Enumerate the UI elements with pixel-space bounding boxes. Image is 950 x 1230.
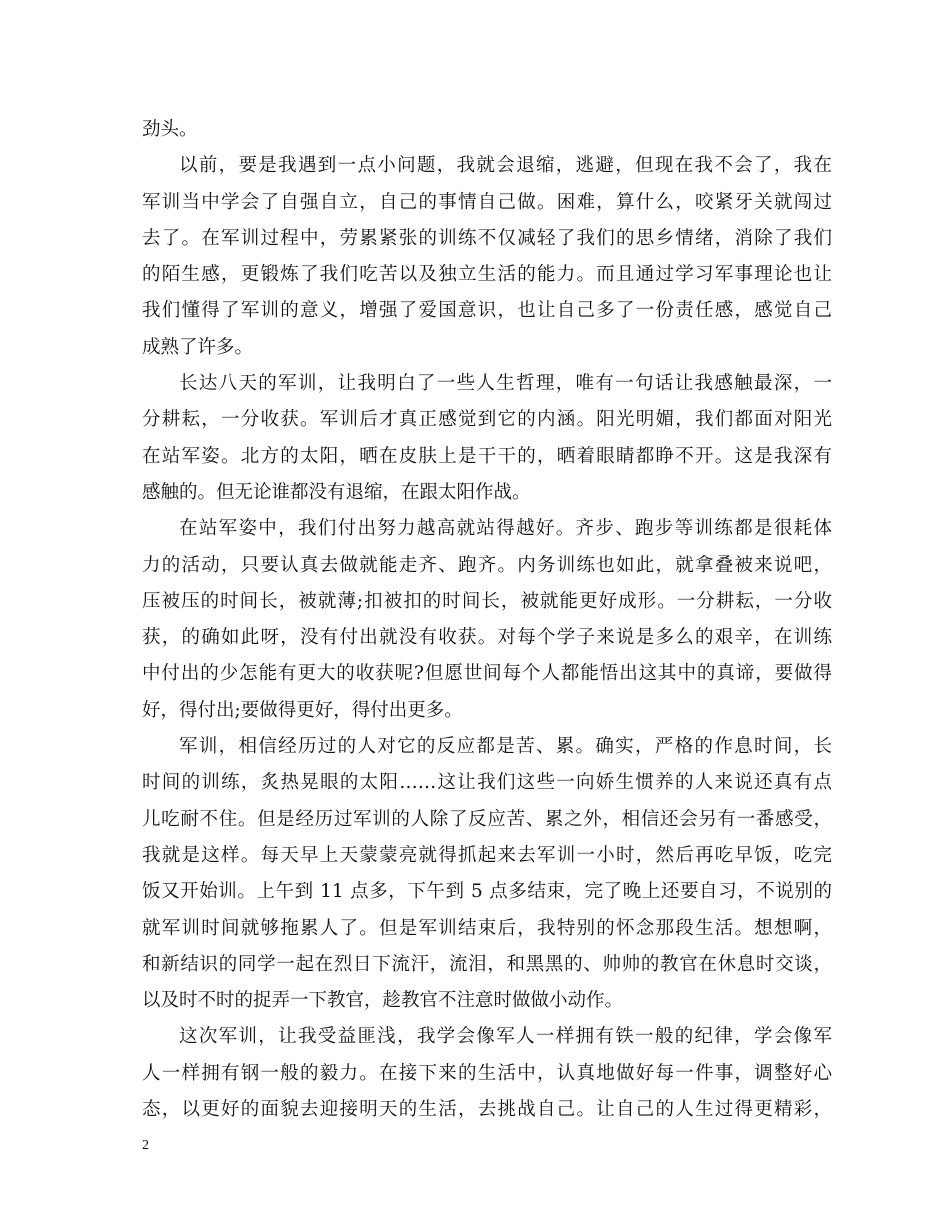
text-line: 就军训时间就够拖累人了。但是军训结束后，我特别的怀念那段生活。想想啊， bbox=[142, 917, 832, 939]
text-line: 在站军姿。北方的太阳，晒在皮肤上是干干的，晒着眼睛都睁不开。这是我深有 bbox=[142, 445, 832, 467]
text-line: 好，得付出;要做得更好，得付出更多。 bbox=[142, 699, 463, 721]
text-line: 军训当中学会了自强自立，自己的事情自己做。困难，算什么，咬紧牙关就闯过 bbox=[142, 191, 832, 213]
text-line: 获，的确如此呀，没有付出就没有收获。对每个学子来说是多么的艰辛，在训练 bbox=[142, 627, 832, 649]
text-line: 和新结识的同学一起在烈日下流汗，流泪，和黑黑的、帅帅的教官在休息时交谈， bbox=[142, 953, 832, 975]
text-line: 长达八天的军训，让我明白了一些人生哲理，唯有一句话让我感触最深，一 bbox=[179, 373, 832, 395]
text-line: 儿吃耐不住。但是经历过军训的人除了反应苦、累之外，相信还会另有一番感受， bbox=[142, 808, 832, 830]
text-line: 劲头。 bbox=[142, 119, 198, 140]
text-line: 态，以更好的面貌去迎接明天的生活，去挑战自己。让自己的人生过得更精彩， bbox=[142, 1099, 832, 1121]
paragraph-6 bbox=[142, 1019, 832, 1128]
text-line: 力的活动，只要认真去做就能走齐、跑齐。内务训练也如此，就拿叠被来说吧， bbox=[142, 554, 832, 576]
text-line: 中付出的少怎能有更大的收获呢?但愿世间每个人都能悟出这其中的真谛，要做得 bbox=[142, 663, 832, 685]
paragraph-2 bbox=[142, 148, 832, 366]
text-line: 在站军姿中，我们付出努力越高就站得越好。齐步、跑步等训练都是很耗体 bbox=[179, 518, 832, 540]
text-line: 我就是这样。每天早上天蒙蒙亮就得抓起来去军训一小时，然后再吃早饭，吃完 bbox=[142, 844, 832, 866]
paragraph-1 bbox=[142, 112, 832, 148]
text-line: 成熟了许多。 bbox=[142, 336, 254, 358]
document-body bbox=[142, 112, 832, 1128]
text-line: 的陌生感，更锻炼了我们吃苦以及独立生活的能力。而且通过学习军事理论也让 bbox=[142, 264, 832, 286]
text-line: 这次军训，让我受益匪浅，我学会像军人一样拥有铁一般的纪律，学会像军 bbox=[179, 1026, 832, 1048]
text-line: 人一样拥有钢一般的毅力。在接下来的生活中，认真地做好每一件事，调整好心 bbox=[142, 1062, 832, 1084]
paragraph-3 bbox=[142, 366, 832, 511]
text-line: 以及时不时的捉弄一下教官，趁教官不注意时做做小动作。 bbox=[142, 990, 624, 1012]
text-line: 分耕耘，一分收获。军训后才真正感觉到它的内涵。阳光明媚，我们都面对阳光 bbox=[142, 409, 832, 431]
text-line: 时间的训练，炙热晃眼的太阳……这让我们这些一向娇生惯养的人来说还真有点 bbox=[142, 772, 832, 794]
paragraph-5 bbox=[142, 729, 832, 1019]
text-line: 感触的。但无论谁都没有退缩，在跟太阳作战。 bbox=[142, 481, 531, 503]
text-line: 我们懂得了军训的意义，增强了爱国意识，也让自己多了一份责任感，感觉自己 bbox=[142, 300, 832, 322]
text-line: 饭又开始训。上午到 11 点多，下午到 5 点多结束，完了晚上还要自习，不说别的 bbox=[142, 881, 832, 903]
page-number: 2 bbox=[142, 1138, 149, 1153]
text-line: 压被压的时间长，被就薄;扣被扣的时间长，被就能更好成形。一分耕耘，一分收 bbox=[142, 590, 832, 612]
text-line: 以前，要是我遇到一点小问题，我就会退缩，逃避，但现在我不会了，我在 bbox=[179, 155, 832, 177]
text-line: 去了。在军训过程中，劳累紧张的训练不仅减轻了我们的思乡情绪，消除了我们 bbox=[142, 227, 832, 249]
paragraph-4 bbox=[142, 511, 832, 729]
text-line: 军训，相信经历过的人对它的反应都是苦、累。确实，严格的作息时间，长 bbox=[179, 736, 832, 758]
